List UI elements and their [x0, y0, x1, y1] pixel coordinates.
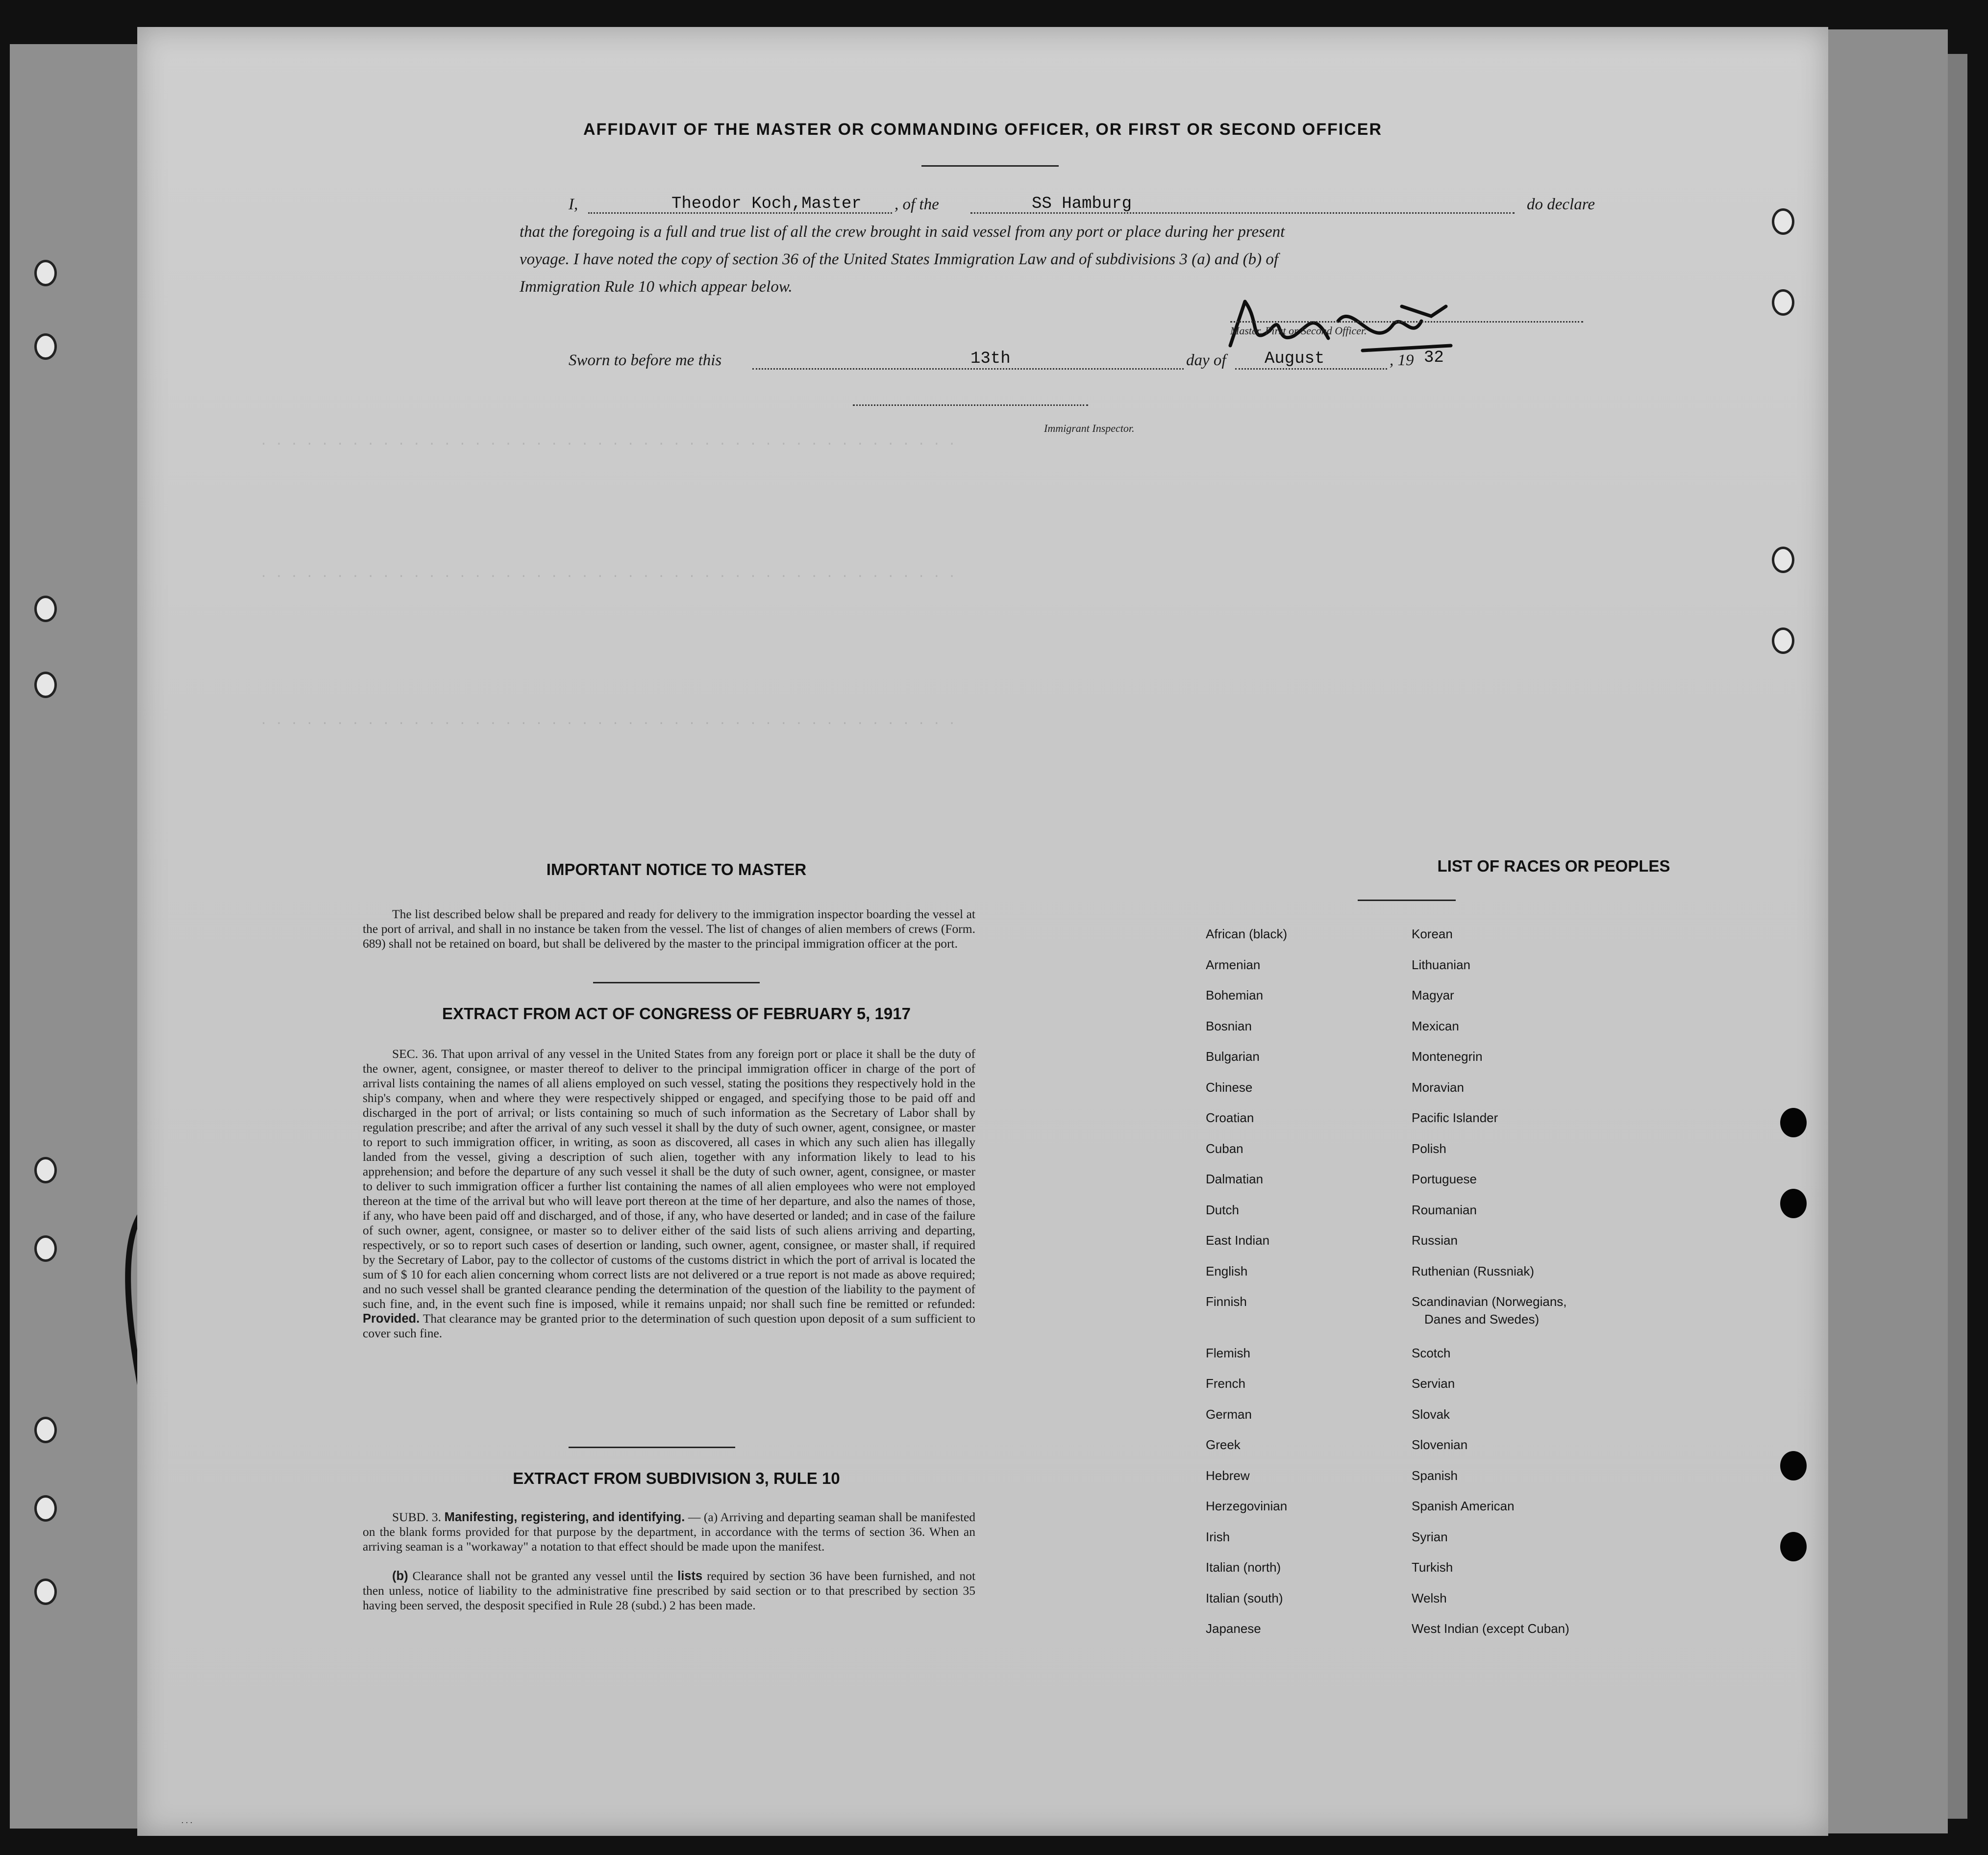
inspector-signature-line	[853, 404, 1088, 406]
binder-hole	[1780, 1108, 1807, 1137]
race-item: Bosnian	[1206, 1018, 1252, 1033]
binder-hole	[1772, 208, 1794, 235]
master-name: Theodor Koch,Master	[671, 195, 862, 213]
race-item: German	[1206, 1406, 1252, 1422]
form-code: . . .	[181, 1815, 193, 1825]
sworn-day-of: day of	[1186, 351, 1226, 369]
race-item: Armenian	[1206, 957, 1261, 972]
race-item: Polish	[1412, 1141, 1446, 1156]
declaration-of-the: , of the	[895, 196, 939, 213]
race-item: Roumanian	[1412, 1202, 1477, 1217]
race-item: Servian	[1412, 1376, 1455, 1391]
bleed-through-text: . . . . . . . . . . . . . . . . . . . . . . . . . . . . . . . . . . . . . . . . . . . . . .	[260, 713, 956, 728]
race-item: Spanish	[1412, 1468, 1458, 1483]
race-item: Montenegrin	[1412, 1049, 1483, 1064]
race-item: Danes and Swedes)	[1424, 1312, 1540, 1327]
underlying-page-left	[10, 44, 157, 1829]
inspector-label: Immigrant Inspector.	[1044, 422, 1135, 434]
binder-hole	[1780, 1451, 1807, 1480]
race-item: Italian (south)	[1206, 1590, 1283, 1605]
sworn-month-fill	[1235, 368, 1387, 370]
binder-hole	[1772, 627, 1794, 654]
binder-hole	[34, 1235, 57, 1262]
race-item: Greek	[1206, 1437, 1241, 1452]
race-item: Ruthenian (Russniak)	[1412, 1263, 1535, 1278]
sworn-prefix: Sworn to before me this	[569, 351, 722, 369]
race-item: Dutch	[1206, 1202, 1239, 1217]
binder-hole	[34, 1417, 57, 1443]
binder-hole	[34, 1495, 57, 1522]
race-item: Japanese	[1206, 1621, 1261, 1636]
race-item: Flemish	[1206, 1345, 1251, 1360]
declaration-do-declare: do declare	[1527, 196, 1595, 213]
race-item: Scandinavian (Norwegians,	[1412, 1294, 1567, 1309]
rule-subd-title: Manifesting, registering, and identifying.	[444, 1510, 685, 1524]
race-item: Spanish American	[1412, 1499, 1515, 1513]
declaration-line-2: that the foregoing is a full and true list of all the crew brought in said vessel from any port or place during her present	[520, 223, 1285, 241]
race-item: Russian	[1412, 1233, 1458, 1248]
vessel-name: SS Hamburg	[1032, 195, 1132, 213]
act-divider	[569, 1447, 735, 1448]
race-item: French	[1206, 1376, 1245, 1391]
declaration-prefix: I,	[569, 196, 578, 213]
race-item: Slovak	[1412, 1406, 1450, 1422]
race-item: Korean	[1412, 927, 1453, 941]
act-text: SEC. 36. That upon arrival of any vessel in the United States from any foreign port or place it shall be the duty of the owner, agent, consignee, or master thereof to deliver to the principal immigration officer in charge of the port of arrival lists containing the names of all aliens employed on such vessel, stating the positions they respectively hold in the ship's company, when and where they were respectively shipped or engaged, and specifying those to be paid off and discharged in the port of arrival; or lists containing so much of such information as the Secretary of Labor shall by regulation prescribe; and after the arrival of any such vessel it shall by the duty of such owner, agent, consignee, or master to report to such immigration officer, in writing, as soon as discovered, all cases in which any such alien has illegally landed from the vessel, giving a description of such alien, together with any information likely to lead to his apprehension; and before the departure of any such vessel it shall be the duty of such owner, agent, consignee, or master to deliver to such immigration officer a further list containing the names of all alien employees who were not employed thereon at the time of the arrival but who will leave port thereon at the time of her departure, and also the names of those, if any, who have been paid off and discharged, and of those, if any, who have deserted or landed; and in case of the failure of such owner, agent, consignee, or master so to deliver either of the said lists of such aliens arriving and departing, respectively, or so to report such cases of desertion or landing, such owner, agent, consignee, or master shall, if required by the Secretary of Labor, pay to the collector of customs of the customs district in which the port of arrival is located the sum of $ 10 for each alien concerning whom correct lists are not delivered or a true report is not made as above required; and no such vessel shall be granted clearance pending the determination of the question of the liability to the payment of such fine, and, in the event such fine is imposed, while it remains unpaid; nor shall such fine be remitted or refunded: Provided. That clearance may be granted prior to the determination of such question upon deposit of a sum sufficient to cover such fine.	[363, 1047, 975, 1340]
race-item: Welsh	[1412, 1590, 1447, 1605]
notice-text: The list described below shall be prepared and ready for delivery to the immigration inspector boarding the vessel at the port of arrival, and shall in no instance be taken from the vessel. The list of changes of alien members of crews (Form. 689) shall not be retained on board, but shall be delivered by the master to the principal immigration officer at the port.	[363, 907, 975, 951]
race-item: Finnish	[1206, 1294, 1247, 1309]
sworn-day-fill	[752, 368, 1184, 370]
binder-hole	[1780, 1532, 1807, 1561]
race-item: Pacific Islander	[1412, 1110, 1498, 1125]
binder-hole	[34, 1579, 57, 1605]
race-item: Portuguese	[1412, 1172, 1477, 1186]
race-item: Lithuanian	[1412, 957, 1470, 972]
sworn-day: 13th	[970, 350, 1011, 368]
binder-hole	[1772, 289, 1794, 316]
race-item: English	[1206, 1263, 1248, 1278]
bleed-through-text: . . . . . . . . . . . . . . . . . . . . . . . . . . . . . . . . . . . . . . . . . . . . . .	[260, 434, 956, 449]
race-item: Slovenian	[1412, 1437, 1468, 1452]
race-item: Bohemian	[1206, 988, 1264, 1003]
binder-hole	[34, 260, 57, 286]
race-item: Herzegovinian	[1206, 1499, 1288, 1513]
binder-hole	[34, 672, 57, 698]
races-heading: LIST OF RACES OR PEOPLES	[1437, 857, 1670, 875]
title-underline	[921, 165, 1059, 167]
rule-heading: EXTRACT FROM SUBDIVISION 3, RULE 10	[513, 1469, 840, 1487]
race-item: Irish	[1206, 1529, 1230, 1544]
binder-hole	[34, 1157, 57, 1183]
notice-heading: IMPORTANT NOTICE TO MASTER	[546, 860, 807, 878]
race-item: Mexican	[1412, 1018, 1459, 1033]
act-provided: Provided.	[363, 1312, 420, 1326]
act-heading: EXTRACT FROM ACT OF CONGRESS OF FEBRUARY 5, 1917	[442, 1004, 911, 1023]
race-item: East Indian	[1206, 1233, 1270, 1248]
race-item: Croatian	[1206, 1110, 1254, 1125]
bleed-through-text: . . . . . . . . . . . . . . . . . . . . . . . . . . . . . . . . . . . . . . . . . . . . . .	[260, 566, 956, 581]
binder-hole	[34, 333, 57, 360]
binder-hole	[1780, 1189, 1807, 1218]
binder-hole	[34, 596, 57, 622]
race-item: Magyar	[1412, 988, 1454, 1003]
affidavit-title: AFFIDAVIT OF THE MASTER OR COMMANDING OFFICER, OR FIRST OR SECOND OFFICER	[583, 120, 1382, 139]
race-item: West Indian (except Cuban)	[1412, 1621, 1569, 1636]
race-item: Cuban	[1206, 1141, 1243, 1156]
race-item: Bulgarian	[1206, 1049, 1260, 1064]
declaration-line-4: Immigration Rule 10 which appear below.	[520, 278, 793, 296]
rule-text-a: SUBD. 3. Manifesting, registering, and identifying. — (a) Arriving and departing seaman shall be manifested on the blank forms provided for that purpose by the department, in accordance with the terms of section 36. When an arriving seaman is a "workaway" a notation to that effect should be made upon the manifest.	[363, 1510, 976, 1554]
sworn-year-prefix: , 19	[1390, 351, 1414, 369]
races-divider	[1358, 900, 1456, 901]
binder-hole	[1772, 547, 1794, 573]
declaration-line-3: voyage. I have noted the copy of section 36 of the United States Immigration Law and of subdivisions 3 (a) and (b) of	[520, 251, 1279, 268]
race-item: Italian (north)	[1206, 1560, 1281, 1575]
race-item: Chinese	[1206, 1079, 1253, 1095]
affidavit-page	[137, 27, 1828, 1836]
race-item: Dalmatian	[1206, 1172, 1264, 1186]
race-item: Scotch	[1412, 1345, 1451, 1360]
signature-line	[1230, 321, 1583, 323]
signature-label: Master, First or Second Officer.	[1230, 325, 1367, 337]
notice-divider	[593, 982, 760, 983]
race-item: Hebrew	[1206, 1468, 1250, 1483]
sworn-year: 32	[1424, 349, 1444, 367]
race-item: Syrian	[1412, 1529, 1448, 1544]
rule-text-b: (b) Clearance shall not be granted any vessel until the lists required by section 36 have been furnished, and not then unless, notice of liability to the administrative fine prescribed by said section or to that prescribed by section 35 having been served, the desposit specified in Rule 28 (subd.) 2 has been made.	[363, 1569, 976, 1612]
sworn-month: August	[1265, 350, 1325, 368]
race-item: Moravian	[1412, 1079, 1464, 1095]
race-item: African (black)	[1206, 927, 1288, 941]
race-item: Turkish	[1412, 1560, 1453, 1575]
